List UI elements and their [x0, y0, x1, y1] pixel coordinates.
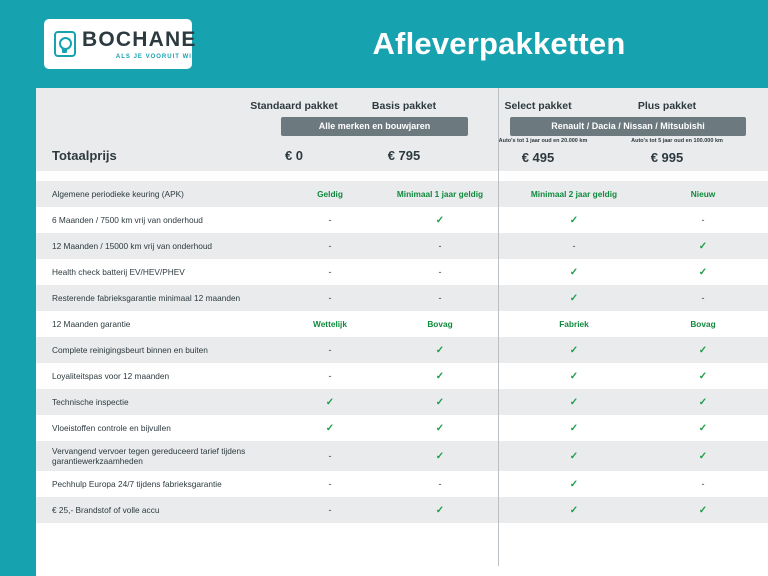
table-row: [36, 441, 768, 471]
row-cell: Bovag: [690, 319, 716, 329]
row-cell: Bovag: [427, 319, 453, 329]
price-plus: € 995: [650, 150, 684, 165]
row-cell: ✓: [435, 422, 445, 434]
table-row: [36, 181, 768, 207]
row-cell: -: [328, 293, 332, 303]
feature-table: [36, 181, 768, 523]
row-cell: -: [572, 241, 576, 251]
row-cell: ✓: [569, 450, 579, 462]
row-label: Complete reinigingsbeurt binnen en buiten: [52, 344, 208, 355]
row-label: Pechhulp Europa 24/7 tijdens fabrieksgarantie: [52, 478, 222, 489]
row-cell: ✓: [569, 396, 579, 408]
row-cell: ✓: [435, 344, 445, 356]
row-cell: ✓: [435, 396, 445, 408]
row-label: Algemene periodieke keuring (APK): [52, 188, 184, 199]
note-select: Auto's tot 1 jaar oud en 20.000 km: [498, 138, 588, 144]
table-row: [36, 207, 768, 233]
table-row: [36, 415, 768, 441]
price-standaard: € 0: [284, 148, 304, 163]
brand-logo: [44, 19, 197, 69]
row-cell: ✓: [569, 344, 579, 356]
row-cell: ✓: [325, 396, 335, 408]
group-pill-right: Renault / Dacia / Nissan / Mitsubishi: [510, 117, 746, 136]
price-select: € 495: [521, 150, 555, 165]
row-cell: -: [328, 505, 332, 515]
column-header-standaard: Standaard pakket: [250, 100, 338, 112]
row-cell: ✓: [698, 504, 708, 516]
row-cell: ✓: [435, 214, 445, 226]
left-accent-band: [0, 88, 36, 576]
table-row: [36, 285, 768, 311]
row-cell: ✓: [569, 292, 579, 304]
row-label: Health check batterij EV/HEV/PHEV: [52, 266, 185, 277]
brand-name: BOCHANE: [82, 27, 197, 51]
row-cell: Wettelijk: [313, 319, 347, 329]
row-cell: ✓: [698, 344, 708, 356]
row-cell: -: [438, 293, 442, 303]
total-price-label: Totaalprijs: [52, 148, 117, 163]
column-header-select: Select pakket: [504, 100, 572, 112]
row-cell: -: [701, 293, 705, 303]
row-cell: ✓: [569, 266, 579, 278]
row-cell: -: [701, 479, 705, 489]
row-cell: ✓: [698, 266, 708, 278]
table-row: [36, 389, 768, 415]
row-cell: ✓: [569, 370, 579, 382]
row-cell: -: [328, 215, 332, 225]
row-label: 12 Maanden garantie: [52, 318, 131, 329]
row-cell: -: [701, 215, 705, 225]
table-row: [36, 259, 768, 285]
table-row: [36, 337, 768, 363]
row-cell: Nieuw: [690, 189, 716, 199]
row-cell: ✓: [435, 450, 445, 462]
row-label: 6 Maanden / 7500 km vrij van onderhoud: [52, 214, 203, 225]
row-label: Vervangend vervoer tegen gereduceerd tarief tijdens garantiewerkzaamheden: [52, 445, 246, 466]
row-cell: -: [328, 345, 332, 355]
row-cell: -: [328, 479, 332, 489]
row-label: Technische inspectie: [52, 396, 129, 407]
table-row: [36, 497, 768, 523]
row-cell: -: [438, 479, 442, 489]
brand-tagline: ALS JE VOORUIT WIL: [115, 53, 197, 60]
row-cell: ✓: [569, 214, 579, 226]
column-header-basis: Basis pakket: [371, 100, 437, 112]
row-cell: Minimaal 1 jaar geldig: [396, 189, 484, 199]
row-cell: -: [328, 267, 332, 277]
row-cell: -: [438, 267, 442, 277]
row-cell: ✓: [435, 370, 445, 382]
table-row: [36, 363, 768, 389]
header-body-gap: [36, 171, 768, 181]
table-row: [36, 311, 768, 337]
brand-logo-text: [82, 29, 197, 60]
row-cell: ✓: [325, 422, 335, 434]
price-basis: € 795: [387, 148, 421, 163]
row-cell: ✓: [435, 504, 445, 516]
row-cell: ✓: [698, 422, 708, 434]
page-title: Afleverpakketten: [372, 26, 626, 61]
row-cell: -: [328, 241, 332, 251]
row-label: € 25,- Brandstof of volle accu: [52, 504, 160, 515]
row-label: 12 Maanden / 15000 km vrij van onderhoud: [52, 240, 213, 251]
table-row: [36, 233, 768, 259]
row-cell: ✓: [698, 240, 708, 252]
table-row: [36, 471, 768, 497]
group-divider: [498, 88, 499, 566]
row-cell: Fabriek: [559, 319, 589, 329]
note-plus: Auto's tot 5 jaar oud en 100.000 km: [631, 138, 723, 144]
row-cell: ✓: [569, 478, 579, 490]
table-bottom-fill: [36, 533, 768, 576]
row-cell: Geldig: [317, 189, 343, 199]
row-cell: ✓: [698, 370, 708, 382]
column-header-plus: Plus pakket: [637, 100, 697, 112]
row-label: Resterende fabrieksgarantie minimaal 12 maanden: [52, 292, 241, 303]
row-cell: ✓: [569, 422, 579, 434]
row-label: Vloeistoffen controle en bijvullen: [52, 422, 171, 433]
row-cell: -: [328, 451, 332, 461]
row-cell: -: [438, 241, 442, 251]
group-pill-left: Alle merken en bouwjaren: [281, 117, 468, 136]
page-header: [0, 0, 768, 88]
row-cell: Minimaal 2 jaar geldig: [530, 189, 618, 199]
row-cell: -: [328, 371, 332, 381]
row-cell: ✓: [698, 396, 708, 408]
row-label: Loyaliteitspas voor 12 maanden: [52, 370, 170, 381]
bochane-logo-icon: [54, 31, 76, 57]
row-cell: ✓: [569, 504, 579, 516]
row-cell: ✓: [698, 450, 708, 462]
